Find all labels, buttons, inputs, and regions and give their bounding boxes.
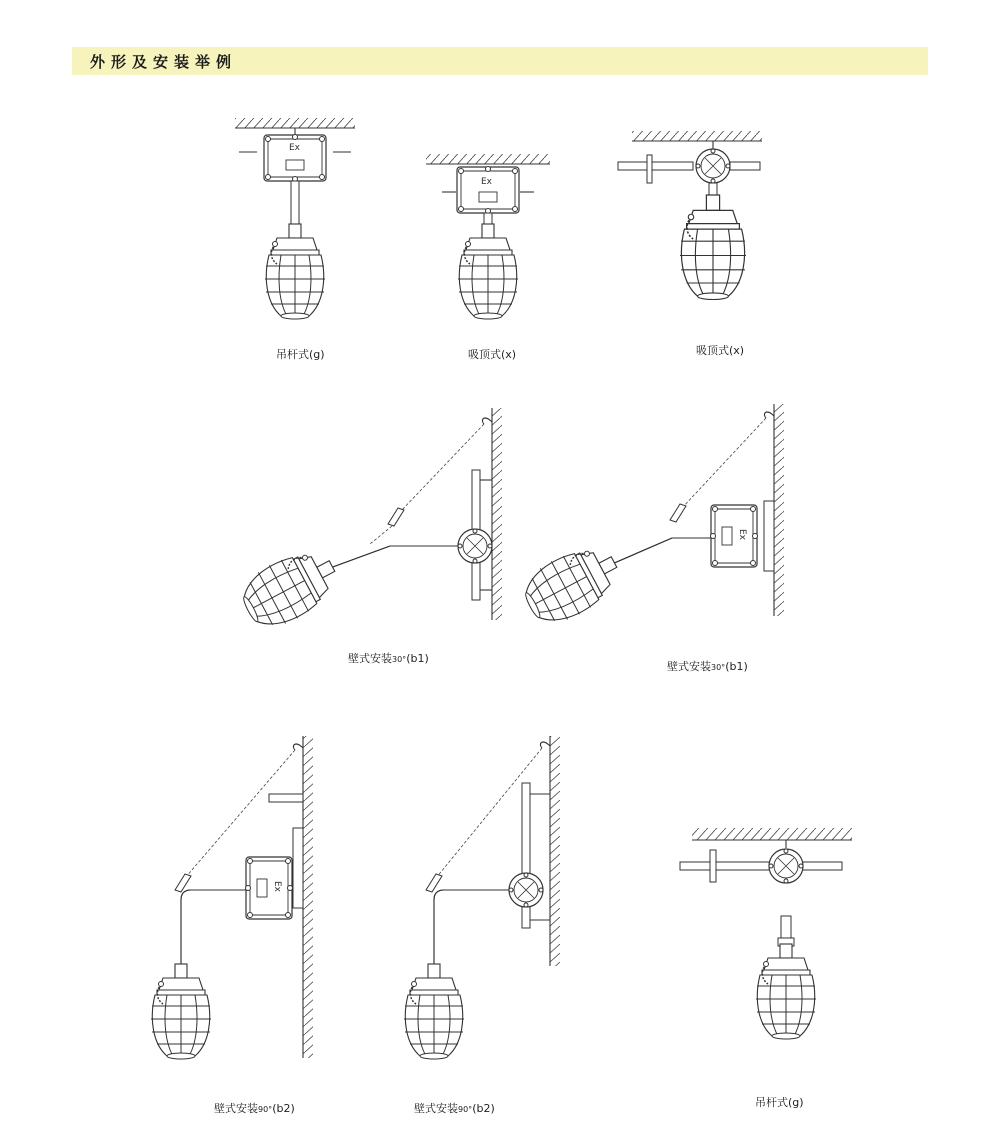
ceiling-round-box-drawing xyxy=(612,125,772,325)
figure-wall-90-round-box xyxy=(390,728,570,1068)
caption-fig2: 吸顶式(x) xyxy=(468,348,517,361)
figure-pendant-round-box xyxy=(670,820,860,1080)
ex-label: Ex xyxy=(481,177,493,187)
caption-text: 壁式安装 xyxy=(348,652,392,665)
figure-wall-90-ex-box xyxy=(145,728,325,1068)
figure-ceiling-round-box xyxy=(612,125,772,325)
caption-fig1: 吊杆式(g) xyxy=(276,348,325,361)
ex-label: Ex xyxy=(272,881,282,893)
caption-text: 壁式安装 xyxy=(214,1102,258,1115)
wall-30-ex-box-drawing xyxy=(552,396,792,626)
figure-wall-30-round-box xyxy=(270,400,510,630)
section-title: 外形及安装举例 xyxy=(90,53,238,71)
wall-90-ex-box-drawing xyxy=(145,728,325,1068)
caption-text: 壁式安装 xyxy=(667,660,711,673)
caption-angle: 30° xyxy=(711,663,726,672)
figure-wall-30-ex-box xyxy=(552,396,792,626)
caption-fig6 xyxy=(214,1100,295,1116)
wall-90-round-box-drawing xyxy=(390,728,570,1068)
ceiling-ex-box-drawing xyxy=(418,148,558,318)
caption-fig3: 吸顶式(x) xyxy=(696,344,745,357)
pendant-rod-ex-box-drawing xyxy=(225,110,365,320)
pendant-round-box-drawing xyxy=(670,820,860,1080)
caption-angle: 90° xyxy=(258,1105,273,1114)
caption-fig7 xyxy=(414,1100,495,1116)
ex-label: Ex xyxy=(289,143,301,153)
caption-code: (b2) xyxy=(472,1102,495,1115)
ex-label: Ex xyxy=(737,529,747,541)
caption-code: (b2) xyxy=(272,1102,295,1115)
section-header-bar xyxy=(72,47,928,75)
figure-pendant-rod-ex-box xyxy=(225,110,365,320)
caption-fig8: 吊杆式(g) xyxy=(755,1096,804,1109)
caption-angle: 90° xyxy=(458,1105,473,1114)
wall-30-round-box-drawing xyxy=(270,400,510,630)
caption-angle: 30° xyxy=(392,655,407,664)
caption-fig5 xyxy=(667,658,748,674)
caption-fig4 xyxy=(348,650,429,666)
caption-code: (b1) xyxy=(725,660,748,673)
figure-ceiling-ex-box xyxy=(418,148,558,318)
caption-code: (b1) xyxy=(406,652,429,665)
caption-text: 壁式安装 xyxy=(414,1102,458,1115)
